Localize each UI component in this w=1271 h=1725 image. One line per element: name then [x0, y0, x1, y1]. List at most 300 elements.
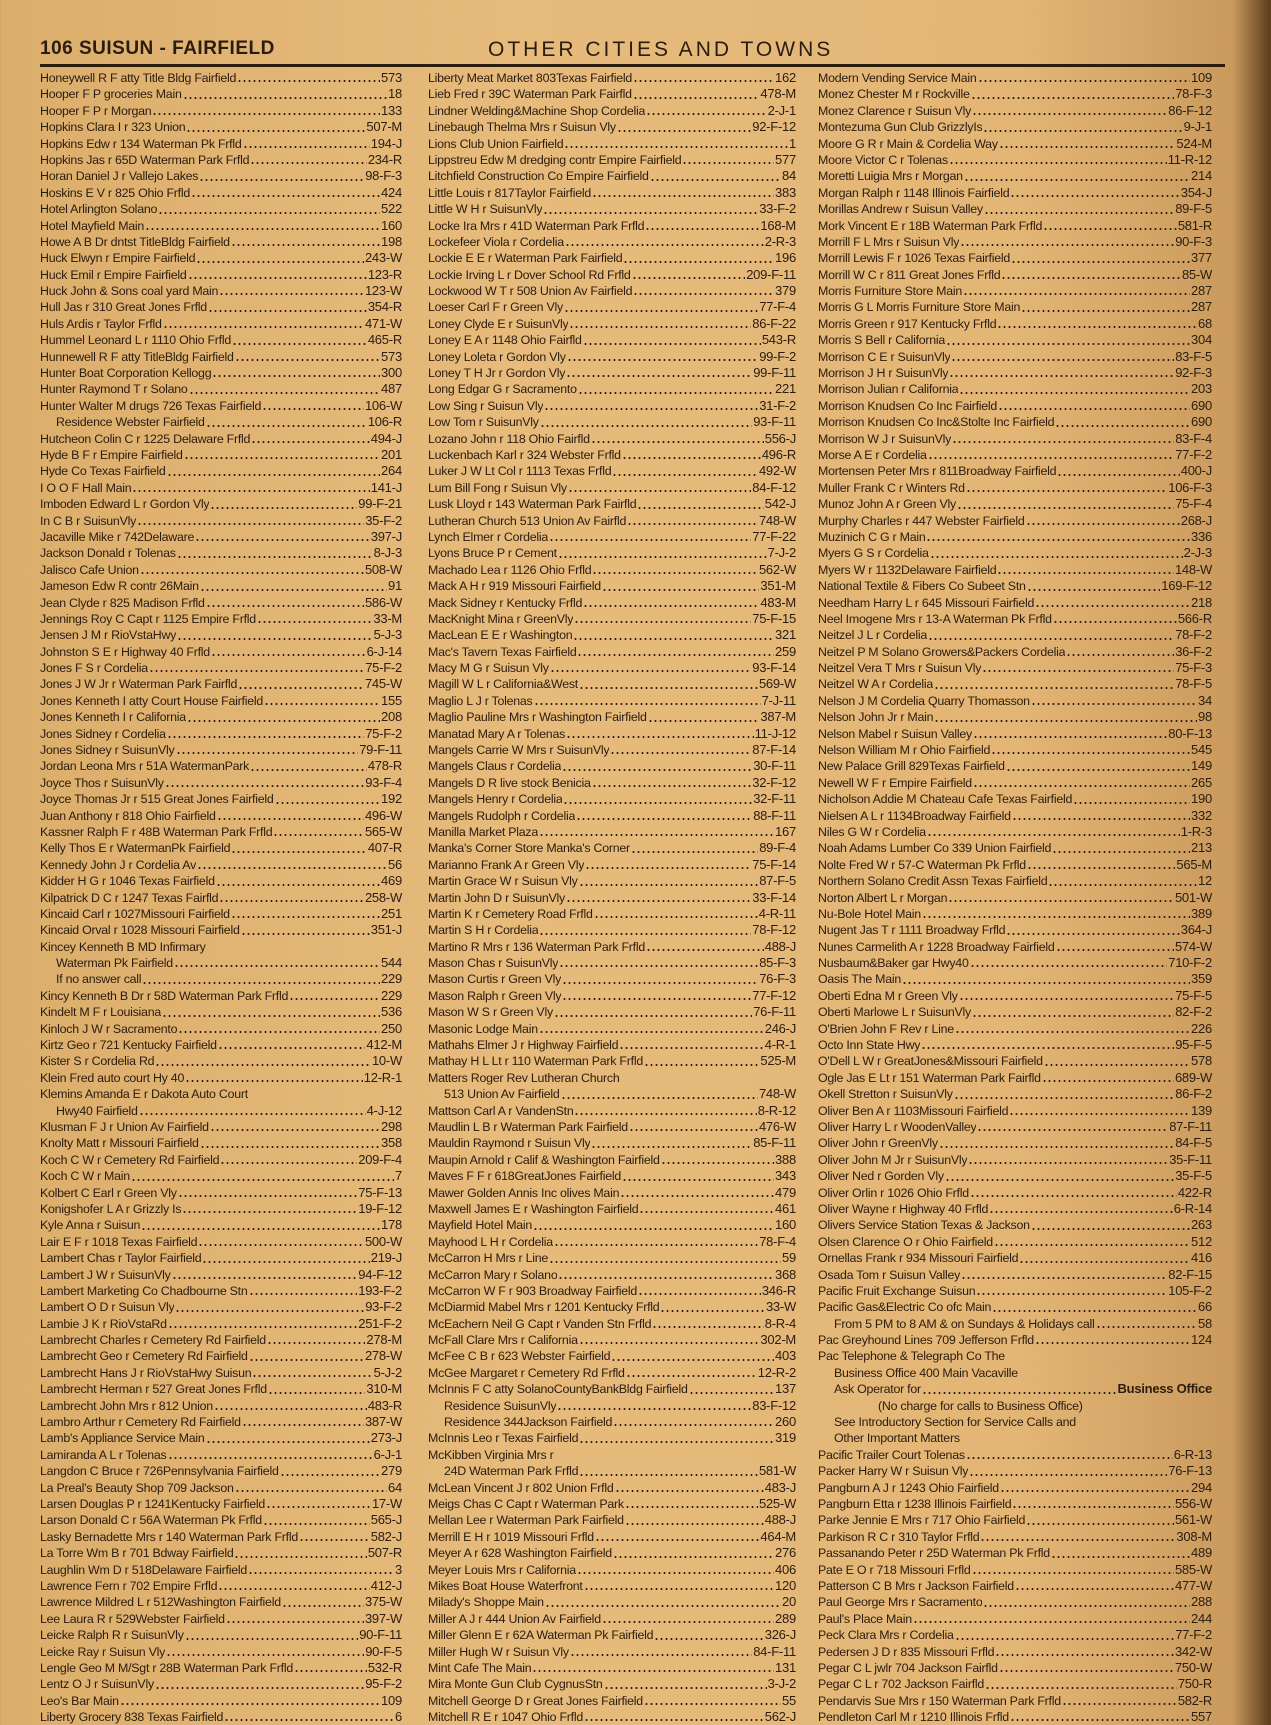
dot-leader — [268, 1392, 365, 1394]
listing-row — [40, 1168, 402, 1184]
listing-row — [40, 1480, 402, 1496]
dot-leader — [1011, 261, 1190, 263]
phone-number: 496-R — [761, 446, 796, 462]
listing-row — [818, 1283, 1212, 1299]
dot-leader — [243, 146, 370, 148]
dot-leader — [646, 949, 764, 951]
dot-leader — [583, 343, 761, 345]
dot-leader — [162, 1015, 380, 1017]
listing-name: Other Important Matters — [834, 1431, 960, 1446]
listing-name: Jones Kenneth I r California — [40, 710, 186, 725]
phone-number: 496-W — [364, 807, 402, 823]
phone-number: 99-F-11 — [753, 365, 796, 381]
listing-row — [40, 562, 402, 578]
phone-number: 120 — [775, 1577, 796, 1593]
listing-name: Kilpatrick D C r 1247 Texas Fairfld — [40, 890, 219, 905]
listing-name: Mason Ralph r Green Vly — [428, 988, 562, 1003]
listing-row — [428, 1496, 796, 1512]
dot-leader — [149, 670, 364, 672]
phone-number: 84-F-5 — [1175, 1135, 1212, 1151]
listing-name: Knolty Matt r Missouri Fairfield — [40, 1136, 199, 1151]
listing-name: Maudlin L B r Waterman Park Fairfield — [428, 1120, 628, 1134]
dot-leader — [964, 179, 1190, 181]
listing-name: Moretti Luigia Mrs r Morgan — [818, 169, 963, 184]
listing-row — [818, 1332, 1212, 1348]
listing-name: Pangburn Etta r 1238 Illinois Fairfield — [818, 1496, 1012, 1511]
phone-number: 566-R — [1177, 610, 1212, 626]
listing-row — [40, 906, 402, 922]
dot-leader — [273, 834, 364, 836]
dot-leader — [1009, 1113, 1190, 1115]
listing-row — [818, 103, 1212, 119]
listing-row — [428, 1234, 796, 1250]
dot-leader — [533, 1228, 774, 1230]
phone-number: 288 — [1191, 1594, 1212, 1610]
phone-number: 300 — [381, 365, 402, 381]
dot-leader — [539, 933, 751, 935]
listing-row — [818, 1086, 1212, 1102]
phone-number: 167 — [775, 823, 796, 839]
listing-name: Nelson Mabel r Suisun Valley — [818, 726, 972, 741]
listing-row — [428, 676, 796, 692]
dot-leader — [175, 1310, 364, 1312]
phone-number: 162 — [775, 70, 796, 85]
phone-number: 78-F-2 — [1175, 627, 1212, 643]
dot-leader — [632, 277, 746, 279]
listing-row — [428, 840, 796, 856]
listing-name: McKibben Virginia Mrs r — [428, 1447, 554, 1462]
listing-name: Morrison W J r SuisunVly — [818, 431, 952, 446]
listing-name: Huck John & Sons coal yard Main — [40, 284, 219, 299]
dot-leader — [564, 310, 758, 312]
listing-row — [428, 824, 796, 840]
dot-leader — [562, 769, 752, 771]
listing-name: Kinloch J W r Sacramento — [40, 1021, 178, 1036]
listing-name: National Textile & Fibers Co Subeet Stn — [818, 579, 1026, 594]
dot-leader — [999, 146, 1176, 148]
listing-name: Kolbert C Earl r Green Vly — [40, 1185, 177, 1200]
listing-name: Koch C W r Main — [40, 1169, 130, 1184]
listing-row — [818, 1348, 1212, 1364]
phone-number: 478-M — [760, 86, 796, 102]
listing-name: Jones Sidney r SuisunVly — [40, 743, 175, 758]
listing-name: Leicke Ralph R r SuisunVly — [40, 1628, 184, 1643]
listing-row — [428, 1529, 796, 1545]
phone-number: 93-F-4 — [365, 774, 402, 790]
listing-name: Nolte Fred W r 57-C Waterman Pk Frfld — [818, 857, 1026, 872]
listing-name: Martin S H r Cordelia — [428, 923, 539, 938]
listing-row — [428, 709, 796, 725]
listing-name: Mason W S r Green Vly — [428, 1005, 553, 1020]
listing-name: Mangels Rudolph r Cordelia — [428, 808, 576, 823]
listing-row — [818, 824, 1212, 840]
dot-leader — [969, 1474, 1167, 1476]
phone-number: 8-R-12 — [757, 1102, 796, 1118]
phone-number: 76-F-11 — [753, 1004, 796, 1020]
listing-row — [428, 1152, 796, 1168]
listing-row — [40, 922, 402, 938]
listing-row — [818, 513, 1212, 529]
listing-row — [818, 283, 1212, 299]
phone-number: 32-F-11 — [753, 791, 796, 807]
dot-leader — [249, 1359, 364, 1361]
listing-name: Lawrence Mildred L r 512Washington Fairfield — [40, 1595, 281, 1610]
dot-leader — [219, 900, 364, 902]
dot-leader — [591, 1146, 752, 1148]
listing-name: Jones Kenneth I atty Court House Fairfield — [40, 693, 263, 708]
listing-row — [818, 644, 1212, 660]
listing-name: (No charge for calls to Business Office) — [878, 1398, 1083, 1413]
phone-number: 525-M — [760, 1053, 796, 1069]
listing-name: Lindner Welding&Machine Shop Cordelia — [428, 103, 646, 118]
dot-leader — [638, 1293, 761, 1295]
listing-row — [40, 890, 402, 906]
phone-number: 407-R — [367, 840, 402, 856]
listing-name: Pangburn A J r 1243 Ohio Fairfield — [818, 1480, 999, 1495]
phone-number: 78-F-12 — [752, 922, 796, 938]
listing-name: Niles G W r Cordelia — [818, 824, 926, 839]
listing-name: Lockie Irving L r Dover School Rd Frfld — [428, 267, 631, 282]
dot-leader — [145, 228, 380, 230]
phone-number: 31-F-2 — [759, 397, 796, 413]
listing-row — [818, 1234, 1212, 1250]
dot-leader — [532, 1670, 774, 1672]
phone-number: 12 — [1198, 873, 1212, 889]
phone-number: 403 — [775, 1348, 796, 1364]
dot-leader — [629, 1129, 758, 1131]
listing-name: Loney Clyde E r SuisunVly — [428, 316, 569, 331]
dot-leader — [238, 687, 364, 689]
dot-leader — [1006, 933, 1179, 935]
phone-number: 483-J — [764, 1479, 796, 1495]
listing-name: Long Edgar G r Sacramento — [428, 382, 577, 397]
phone-number: 244 — [1191, 1610, 1212, 1626]
dot-leader — [592, 572, 758, 574]
phone-number: 487 — [381, 381, 402, 397]
phone-number: 689-W — [1174, 1069, 1212, 1085]
listing-row — [428, 1135, 796, 1151]
dot-leader — [1044, 1064, 1190, 1066]
listing-row — [818, 1381, 1212, 1397]
phone-number: 137 — [775, 1381, 796, 1397]
phone-number: 479 — [775, 1184, 796, 1200]
phone-number: 149 — [1191, 758, 1212, 774]
dot-leader — [251, 441, 370, 443]
listing-row — [40, 1004, 402, 1020]
dot-leader — [973, 785, 1190, 787]
phone-number: 93-F-14 — [752, 660, 796, 676]
listing-name: Olsen Clarence O r Ohio Fairfield — [818, 1234, 993, 1249]
listing-row — [818, 1185, 1212, 1201]
phone-number: 219-J — [370, 1250, 402, 1266]
listing-name: Little W H r SuisunVly — [428, 202, 543, 217]
phone-number: 19-F-12 — [358, 1200, 402, 1216]
listing-name: Munoz John A r Green Vly — [818, 497, 956, 512]
dot-leader — [579, 687, 758, 689]
listing-row — [818, 988, 1212, 1004]
listing-row — [818, 496, 1212, 512]
listing-row — [40, 1316, 402, 1332]
dot-leader — [120, 1703, 380, 1705]
listing-row — [428, 1627, 796, 1643]
listing-row — [40, 1594, 402, 1610]
dot-leader — [623, 261, 774, 263]
phone-number: 209-F-4 — [358, 1151, 402, 1167]
dot-leader — [191, 195, 380, 197]
phone-number: 33-W — [765, 1299, 796, 1315]
dot-leader — [275, 802, 381, 804]
dot-leader — [611, 1359, 774, 1361]
phone-number: 87-F-14 — [752, 742, 796, 758]
listing-row — [40, 1463, 402, 1479]
listing-row — [40, 857, 402, 873]
listing-name: Hotel Mayfield Main — [40, 218, 145, 233]
phone-number: 354-J — [1180, 184, 1212, 200]
dot-leader — [168, 1457, 373, 1459]
listing-name: Martin John D r SuisunVly — [428, 890, 565, 905]
listing-name: Juan Anthony r 818 Ohio Fairfield — [40, 808, 216, 823]
listing-row — [818, 1217, 1212, 1233]
listing-name: Okell Stretton r SuisunVly — [818, 1087, 953, 1102]
phone-number: 557 — [1191, 1709, 1212, 1725]
listing-row — [818, 693, 1212, 709]
phone-number: 87-F-11 — [1169, 1119, 1212, 1134]
dot-leader — [235, 1490, 387, 1492]
dot-leader — [989, 1211, 1173, 1213]
dot-leader — [139, 1113, 366, 1115]
listing-name: Residence Webster Fairfield — [56, 415, 205, 430]
phone-number: 141-J — [370, 479, 402, 495]
phone-number: 321 — [775, 627, 796, 643]
phone-number: 88-F-11 — [753, 807, 796, 823]
phone-number: 90-F-11 — [359, 1627, 402, 1643]
listing-name: Newell W F r Empire Fairfield — [818, 775, 972, 790]
dot-leader — [562, 982, 758, 984]
listing-row — [428, 1070, 796, 1086]
phone-number: 34 — [1198, 692, 1212, 708]
phone-number: 565-J — [370, 1512, 402, 1528]
listing-row — [40, 283, 402, 299]
listing-name: Lair E F r 1018 Texas Fairfield — [40, 1234, 198, 1249]
phone-number: 20 — [782, 1594, 796, 1610]
listing-name: Oberti Edna M r Green Vly — [818, 988, 958, 1003]
listing-name: Mangels Henry r Cordelia — [428, 792, 563, 807]
section-title: OTHER CITIES AND TOWNS — [488, 38, 834, 61]
dot-leader — [561, 1097, 758, 1099]
listing-name: Parke Jennie E Mrs r 717 Ohio Fairfield — [818, 1513, 1026, 1528]
phone-number: 30-F-11 — [753, 758, 796, 774]
listing-name: MacLean E E r Washington — [428, 628, 573, 643]
listing-row — [428, 349, 796, 365]
phone-number: 178 — [381, 1217, 402, 1233]
listing-row — [428, 152, 796, 168]
listing-row — [40, 1578, 402, 1594]
listing-row — [818, 463, 1212, 479]
listing-name: Manka's Corner Store Manka's Corner — [428, 841, 630, 856]
dot-leader — [199, 179, 364, 181]
listing-row — [818, 562, 1212, 578]
listing-row — [818, 676, 1212, 692]
dot-leader — [966, 490, 1167, 492]
dot-leader — [998, 408, 1190, 410]
listing-name: Morse A E r Cordelia — [818, 447, 927, 462]
phone-number: 221 — [775, 381, 796, 397]
listing-row — [428, 103, 796, 119]
listing-row — [40, 398, 402, 414]
directory-column-1 — [40, 70, 402, 1725]
listing-row — [818, 1119, 1212, 1135]
listing-row — [428, 332, 796, 348]
phone-number: 169-F-12 — [1161, 578, 1212, 594]
listing-name: Langdon C Bruce r 726Pennsylvania Fairfield — [40, 1464, 279, 1479]
dot-leader — [644, 1064, 759, 1066]
listing-name: Nelson William M r Ohio Fairfield — [818, 743, 991, 758]
listing-row — [428, 1676, 796, 1692]
dot-leader — [1035, 1342, 1190, 1344]
phone-number: 86-F-22 — [752, 315, 796, 331]
listing-row — [818, 1578, 1212, 1594]
dot-leader — [922, 1392, 1117, 1394]
dot-leader — [626, 1375, 757, 1377]
listing-row — [818, 168, 1212, 184]
listing-row — [818, 922, 1212, 938]
dot-leader — [934, 687, 1174, 689]
listing-row — [428, 595, 796, 611]
listing-row — [40, 529, 402, 545]
phone-number: 35-F-11 — [1169, 1151, 1212, 1167]
dot-leader — [652, 1326, 764, 1328]
listing-name: Kincaid Carl r 1027Missouri Fairfield — [40, 906, 230, 921]
listing-name: Myers G S r Cordelia — [818, 546, 929, 561]
phone-number: 17-W — [371, 1495, 402, 1511]
listing-row — [818, 808, 1212, 824]
dot-leader — [1026, 523, 1180, 525]
dot-leader — [137, 523, 364, 525]
phone-number: 278-W — [364, 1348, 402, 1364]
listing-row — [428, 627, 796, 643]
listing-name: Nusbaum&Baker gar Hwy40 — [818, 956, 969, 971]
listing-name: Imboden Edward L r Gordon Vly — [40, 497, 210, 512]
phone-number: 308-M — [1176, 1528, 1212, 1544]
phone-number: 577 — [775, 151, 796, 167]
phone-number: 263 — [1191, 1217, 1212, 1233]
listing-name: Muzinich C G r Main — [818, 529, 926, 544]
listing-row — [428, 1119, 796, 1135]
listing-row — [428, 1562, 796, 1578]
phone-number: 556-J — [764, 430, 796, 446]
listing-row — [818, 1201, 1212, 1217]
dot-leader — [615, 1490, 764, 1492]
listing-name: Kindelt M F r Louisiana — [40, 1005, 161, 1020]
listing-name: Montezuma Gun Club GrizzlyIs — [818, 120, 983, 135]
phone-number: 544 — [381, 955, 402, 971]
phone-number: 387-M — [760, 709, 796, 725]
listing-row — [818, 1103, 1212, 1119]
phone-number: 89-F-5 — [1175, 201, 1212, 217]
listing-name: Loney T H Jr r Gordon Vly — [428, 366, 566, 381]
phone-number: 84-F-12 — [752, 479, 796, 495]
listing-row — [818, 1004, 1212, 1020]
listing-name: Hopkins Jas r 65D Waterman Park Frfld — [40, 152, 250, 167]
phone-number: 471-W — [364, 315, 402, 331]
listing-row — [428, 1037, 796, 1053]
phone-number: 1 — [789, 135, 796, 151]
dot-leader — [1027, 589, 1161, 591]
listing-name: Pendarvis Sue Mrs r 150 Waterman Park Frfld — [818, 1693, 1061, 1708]
dot-leader — [661, 1162, 774, 1164]
phone-number: 543-R — [761, 332, 796, 348]
listing-row — [818, 1529, 1212, 1545]
phone-number: 87-F-5 — [759, 873, 796, 889]
listing-row — [818, 1512, 1212, 1528]
dot-leader — [566, 375, 752, 377]
listing-name: Nelson J M Cordelia Quarry Thomasson — [818, 693, 1030, 708]
listing-row — [818, 791, 1212, 807]
listing-row — [818, 939, 1212, 955]
listing-row — [40, 693, 402, 709]
listing-name: McCarron H Mrs r Line — [428, 1251, 549, 1266]
dot-leader — [1042, 1080, 1174, 1082]
listing-name: Macy M G r Suisun Vly — [428, 661, 549, 676]
phone-number: 2-J-3 — [1183, 545, 1212, 561]
listing-row — [428, 381, 796, 397]
dot-leader — [1043, 228, 1177, 230]
phone-number: 483-M — [760, 594, 796, 610]
phone-number: 750-W — [1174, 1659, 1212, 1675]
listing-name: Linebaugh Thelma Mrs r Suisun Vly — [428, 120, 616, 135]
listing-name: Jameson Edw R contr 26Main — [40, 579, 199, 594]
listing-row — [818, 627, 1212, 643]
phone-number: 298 — [381, 1119, 402, 1134]
dot-leader — [155, 1064, 371, 1066]
listing-name: 513 Union Av Fairfield — [444, 1087, 560, 1102]
dot-leader — [1052, 851, 1190, 853]
phone-number: 573 — [381, 70, 402, 85]
dot-leader — [163, 326, 364, 328]
listing-row — [818, 955, 1212, 971]
dot-leader — [622, 457, 761, 459]
phone-number: 76-F-13 — [1168, 1463, 1212, 1479]
listing-row — [40, 1119, 402, 1135]
listing-row — [428, 283, 796, 299]
listing-name: Manatad Mary A r Tolenas — [428, 726, 566, 741]
phone-number: 251 — [381, 905, 402, 921]
dot-leader — [585, 867, 751, 869]
listing-name: Meyer Louis Mrs r California — [428, 1562, 576, 1577]
listing-name: Larsen Douglas P r 1241Kentucky Fairfield — [40, 1496, 266, 1511]
listing-name: Oliver John r GreenVly — [818, 1136, 938, 1151]
phone-number: 287 — [1191, 299, 1212, 315]
listing-row — [40, 480, 402, 496]
listing-row — [818, 201, 1212, 217]
dot-leader — [1006, 769, 1190, 771]
listing-row — [818, 480, 1212, 496]
phone-number: 6-J-1 — [373, 1446, 402, 1462]
dot-leader — [645, 228, 759, 230]
dot-leader — [613, 1424, 774, 1426]
dot-leader — [1012, 818, 1190, 820]
dot-leader — [1066, 654, 1174, 656]
listing-name: Jensen J M r RioVstaHwy — [40, 628, 177, 643]
listing-name: Hutcheon Colin C r 1225 Delaware Frfld — [40, 431, 251, 446]
listing-name: Luker J W Lt Col r 1113 Texas Frfld — [428, 464, 612, 479]
listing-name: Maxwell James E r Washington Fairfield — [428, 1201, 639, 1216]
listing-name: Paul's Place Main — [818, 1611, 912, 1626]
phone-number: 148-W — [1174, 561, 1212, 577]
listing-row — [428, 1332, 796, 1348]
phone-number: 489 — [1191, 1545, 1212, 1561]
listing-name: Klein Fred auto court Hy 40 — [40, 1070, 185, 1085]
